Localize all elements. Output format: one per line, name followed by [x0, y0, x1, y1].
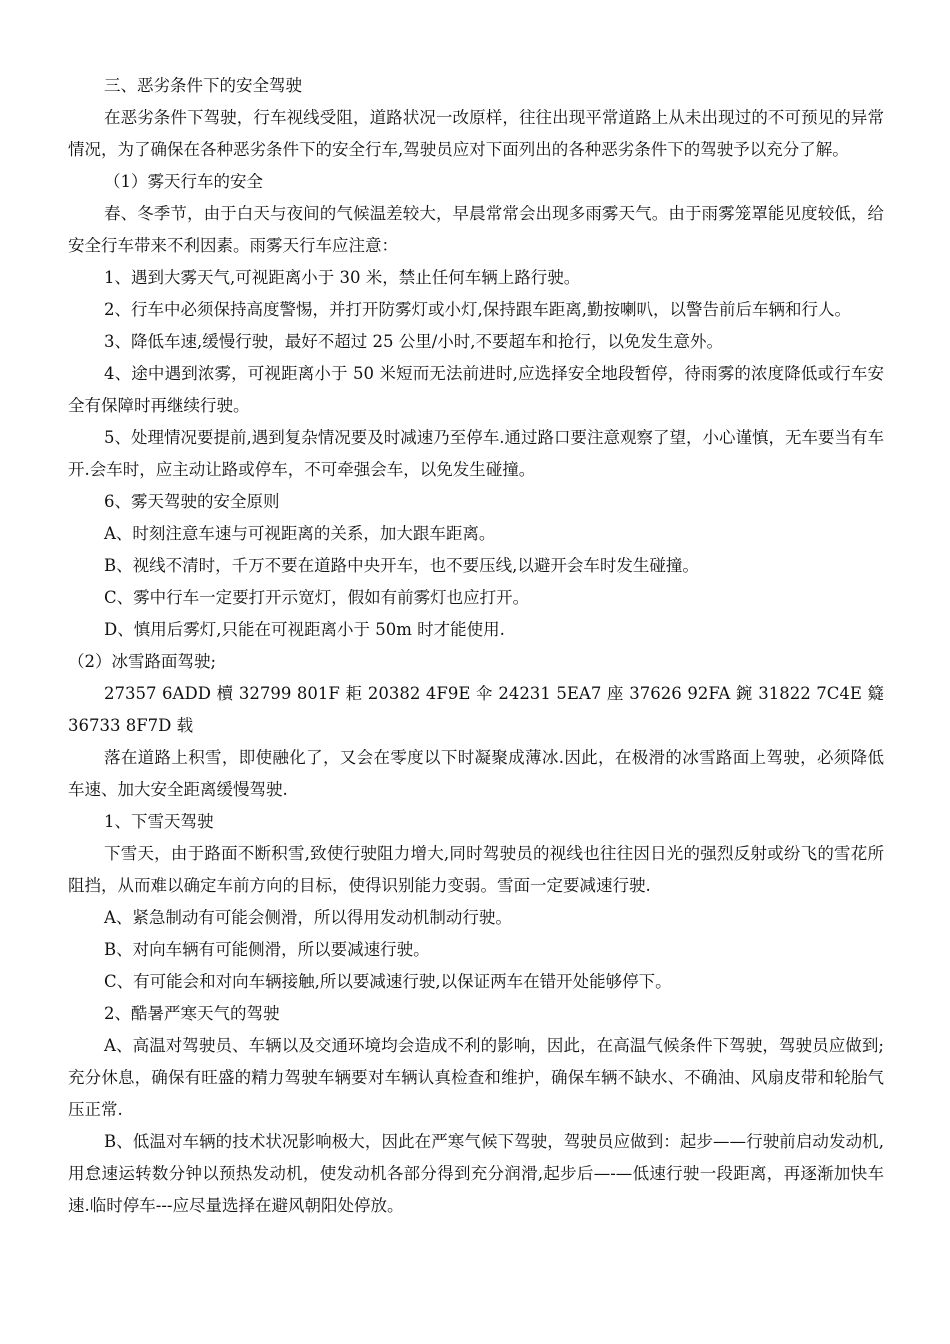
fog-item-5: 5、处理情况要提前,遇到复杂情况要及时减速乃至停车.通过路口要注意观察了望，小心谨慎，无车要当有车开.会车时，应主动让路或停车，不可牵强会车，以免发生碰撞。 — [68, 428, 884, 479]
fog-principles-heading: 6、雾天驾驶的安全原则 — [104, 492, 280, 511]
extreme-weather-item-b: B、低温对车辆的技术状况影响极大，因此在严寒气候下驾驶，驾驶员应做到：起步——行驶前启动发动机,用怠速运转数分钟以预热发动机，使发动机各部分得到充分润滑,起步后—-—低速行驶一段距离，再逐渐加快车速.临时停车---应尽量选择在避风朝阳处停放。 — [68, 1132, 884, 1215]
fog-item-2: 2、行车中必须保持高度警惕，并打开防雾灯或小灯,保持跟车距离,勤按喇叭，以警告前后车辆和行人。 — [104, 300, 851, 319]
snow-driving-heading: 1、下雪天驾驶 — [104, 812, 214, 831]
fog-principle-d: D、慎用后雾灯,只能在可视距离小于 50m 时才能使用. — [104, 620, 505, 639]
fog-intro-paragraph: 春、冬季节，由于白天与夜间的气候温差较大，早晨常常会出现多雨雾天气。由于雨雾笼罩能见度较低，给安全行车带来不利因素。雨雾天行车应注意： — [68, 204, 884, 255]
fog-principle-c: C、雾中行车一定要打开示宽灯，假如有前雾灯也应打开。 — [104, 588, 530, 607]
snow-item-c: C、有可能会和对向车辆接触,所以要减速行驶,以保证两车在错开处能够停下。 — [104, 972, 672, 991]
fog-principle-a: A、时刻注意车速与可视距离的关系，加大跟车距离。 — [104, 524, 496, 543]
fog-item-1: 1、遇到大雾天气,可视距离小于 30 米，禁止任何车辆上路行驶。 — [104, 268, 581, 287]
fog-item-4: 4、途中遇到浓雾，可视距离小于 50 米短而无法前进时,应选择安全地段暂停，待雨雾的浓度降低或行车安全有保障时再继续行驶。 — [68, 364, 884, 415]
code-sequence-line: 27357 6ADD 櫝 32799 801F 耟 20382 4F9E 伞 24231 5EA7 座 37626 92FA 鋺 31822 7C4E 籎 36733 8F7D 载 — [68, 684, 884, 735]
intro-paragraph: 在恶劣条件下驾驶，行车视线受阻，道路状况一改原样，往往出现平常道路上从未出现过的不可预见的异常情况，为了确保在各种恶劣条件下的安全行车,驾驶员应对下面列出的各种恶劣条件下的驾驶予以充分了解。 — [68, 108, 884, 159]
section-heading: 三、恶劣条件下的安全驾驶 — [104, 76, 302, 95]
extreme-weather-heading: 2、酷暑严寒天气的驾驶 — [104, 1004, 280, 1023]
ice-snow-intro-paragraph: 落在道路上积雪，即使融化了，又会在零度以下时凝聚成薄冰.因此，在极滑的冰雪路面上驾驶，必须降低车速、加大安全距离缓慢驾驶. — [68, 748, 884, 799]
ice-snow-heading: （2）冰雪路面驾驶; — [68, 652, 217, 671]
fog-heading: （1）雾天行车的安全 — [104, 172, 263, 191]
snow-driving-paragraph: 下雪天，由于路面不断积雪,致使行驶阻力增大,同时驾驶员的视线也往往因日光的强烈反射或纷飞的雪花所阻挡，从而难以确定车前方向的目标，使得识别能力变弱。雪面一定要减速行驶. — [68, 844, 884, 895]
snow-item-b: B、对向车辆有可能侧滑，所以要减速行驶。 — [104, 940, 430, 959]
fog-item-3: 3、降低车速,缓慢行驶，最好不超过 25 公里/小时,不要超车和抢行，以免发生意外。 — [104, 332, 724, 351]
extreme-weather-item-a: A、高温对驾驶员、车辆以及交通环境均会造成不利的影响，因此，在高温气候条件下驾驶，驾驶员应做到;充分休息，确保有旺盛的精力驾驶车辆要对车辆认真检查和维护，确保车辆不缺水、不确油、风扇皮带和轮胎气压正常. — [68, 1036, 884, 1119]
snow-item-a: A、紧急制动有可能会侧滑，所以得用发动机制动行驶。 — [104, 908, 512, 927]
fog-principle-b: B、视线不清时，千万不要在道路中央开车，也不要压线,以避开会车时发生碰撞。 — [104, 556, 699, 575]
